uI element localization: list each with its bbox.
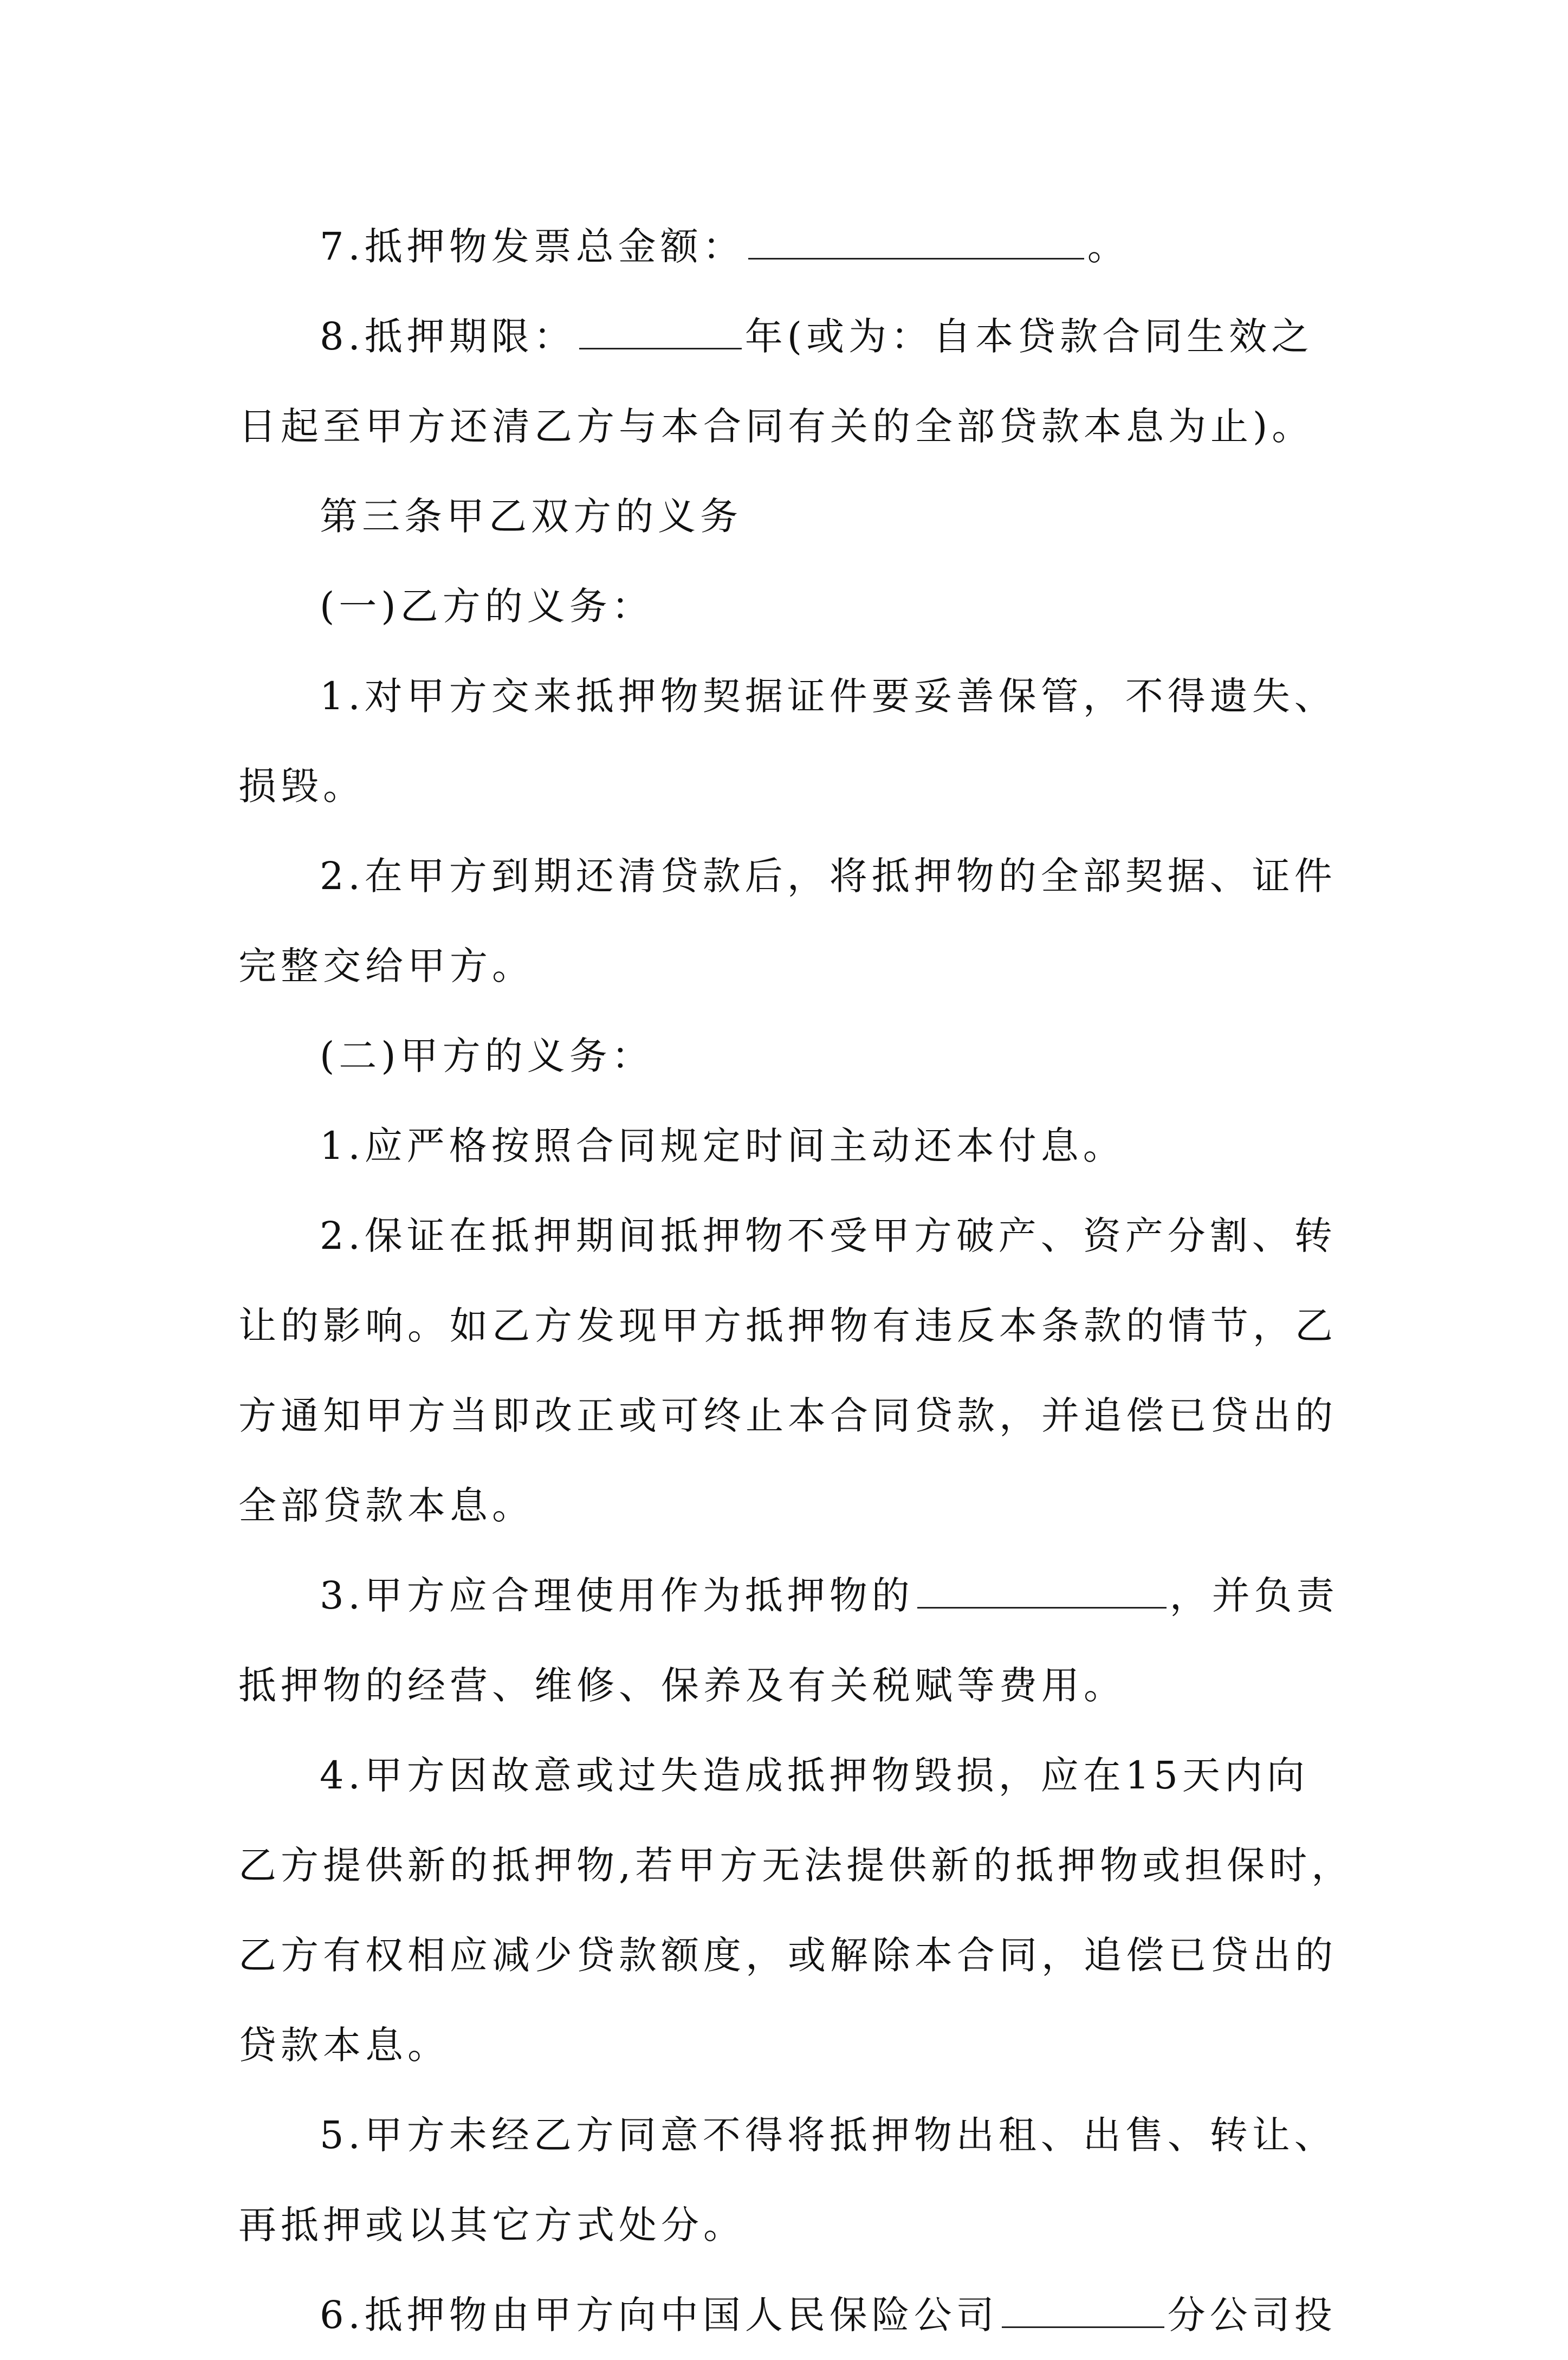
fill-blank — [1002, 2292, 1164, 2328]
line-text: 方通知甲方当即改正或可终止本合同贷款，并追偿已贷出的 — [238, 1393, 1337, 1438]
line-text-row — [238, 1641, 1333, 1730]
line-text-row — [238, 741, 1333, 831]
line-text-row — [238, 1191, 1337, 1281]
line-text: 损毁。 — [238, 764, 365, 808]
line-usage — [238, 1551, 1339, 1641]
line-text: 贷款本息。 — [238, 2023, 450, 2067]
line-text-row — [238, 2000, 1333, 2090]
line-text-row — [238, 1910, 1337, 2000]
line-mortgage-term — [238, 291, 1333, 381]
line-text: 日起至甲方还清乙方与本合同有关的全部贷款本息为止)。 — [238, 404, 1314, 449]
line-text-row — [238, 1730, 1333, 1820]
fill-blank — [917, 1572, 1167, 1609]
fill-blank — [748, 223, 1084, 260]
line-text-row — [238, 831, 1337, 921]
line-text-end: 。 — [1087, 224, 1130, 269]
section-heading — [238, 471, 1333, 561]
line-text-row — [238, 1820, 1354, 1910]
line-text: 第三条甲乙双方的义务 — [320, 494, 742, 539]
line-text: 2.保证在抵押期间抵押物不受甲方破产、资产分割、转 — [320, 1214, 1337, 1258]
line-text: 6.抵押物由甲方向中国人民保险公司 — [320, 2293, 999, 2337]
line-text: 完整交给甲方。 — [238, 944, 534, 988]
line-text: 1.应严格按照合同规定时间主动还本付息。 — [320, 1124, 1125, 1168]
line-text-row — [238, 1281, 1337, 1371]
document-page — [238, 202, 1354, 2360]
line-text: 7.抵押物发票总金额： — [320, 224, 745, 269]
line-text-end: ，并负责 — [1169, 1573, 1339, 1618]
line-text: 2.在甲方到期还清贷款后，将抵押物的全部契据、证件 — [320, 854, 1337, 898]
line-text: 让的影响。如乙方发现甲方抵押物有违反本条款的情节，乙 — [238, 1304, 1337, 1348]
line-text-row — [238, 651, 1337, 741]
subsection-heading — [238, 1011, 1333, 1101]
line-text: 8.抵押期限： — [320, 314, 576, 359]
line-text: (一)乙方的义务： — [320, 584, 654, 628]
line-text-row — [238, 1101, 1333, 1191]
line-invoice-total — [238, 202, 1333, 291]
line-text: 全部贷款本息。 — [238, 1483, 534, 1528]
line-text-row — [238, 1461, 1333, 1551]
line-text-row — [238, 1371, 1337, 1461]
line-text: 再抵押或以其它方式处分。 — [238, 2203, 746, 2247]
line-text-row — [238, 2090, 1337, 2180]
line-text: 抵押物的经营、维修、保养及有关税赋等费用。 — [238, 1663, 1126, 1708]
line-text: 5.甲方未经乙方同意不得将抵押物出租、出售、转让、 — [320, 2113, 1337, 2157]
line-text-row — [238, 381, 1333, 471]
line-text-end: 年(或为：自本贷款合同生效之 — [744, 314, 1314, 359]
line-text: 1.对甲方交来抵押物契据证件要妥善保管，不得遗失、 — [320, 674, 1337, 718]
line-text: 3.甲方应合理使用作为抵押物的 — [320, 1573, 914, 1618]
line-text-row — [238, 2180, 1333, 2270]
line-text-row — [238, 921, 1333, 1011]
line-text: 乙方有权相应减少贷款额度，或解除本合同，追偿已贷出的 — [238, 1933, 1337, 1978]
fill-blank — [579, 313, 742, 349]
line-text-end: 分公司投 — [1167, 2293, 1337, 2337]
line-text: 4.甲方因故意或过失造成抵押物毁损，应在15天内向 — [320, 1753, 1309, 1798]
line-text: 乙方提供新的抵押物,若甲方无法提供新的抵押物或担保时， — [238, 1843, 1354, 1888]
line-insurance — [238, 2270, 1337, 2360]
line-text: (二)甲方的义务： — [320, 1034, 654, 1078]
subsection-heading — [238, 561, 1333, 651]
